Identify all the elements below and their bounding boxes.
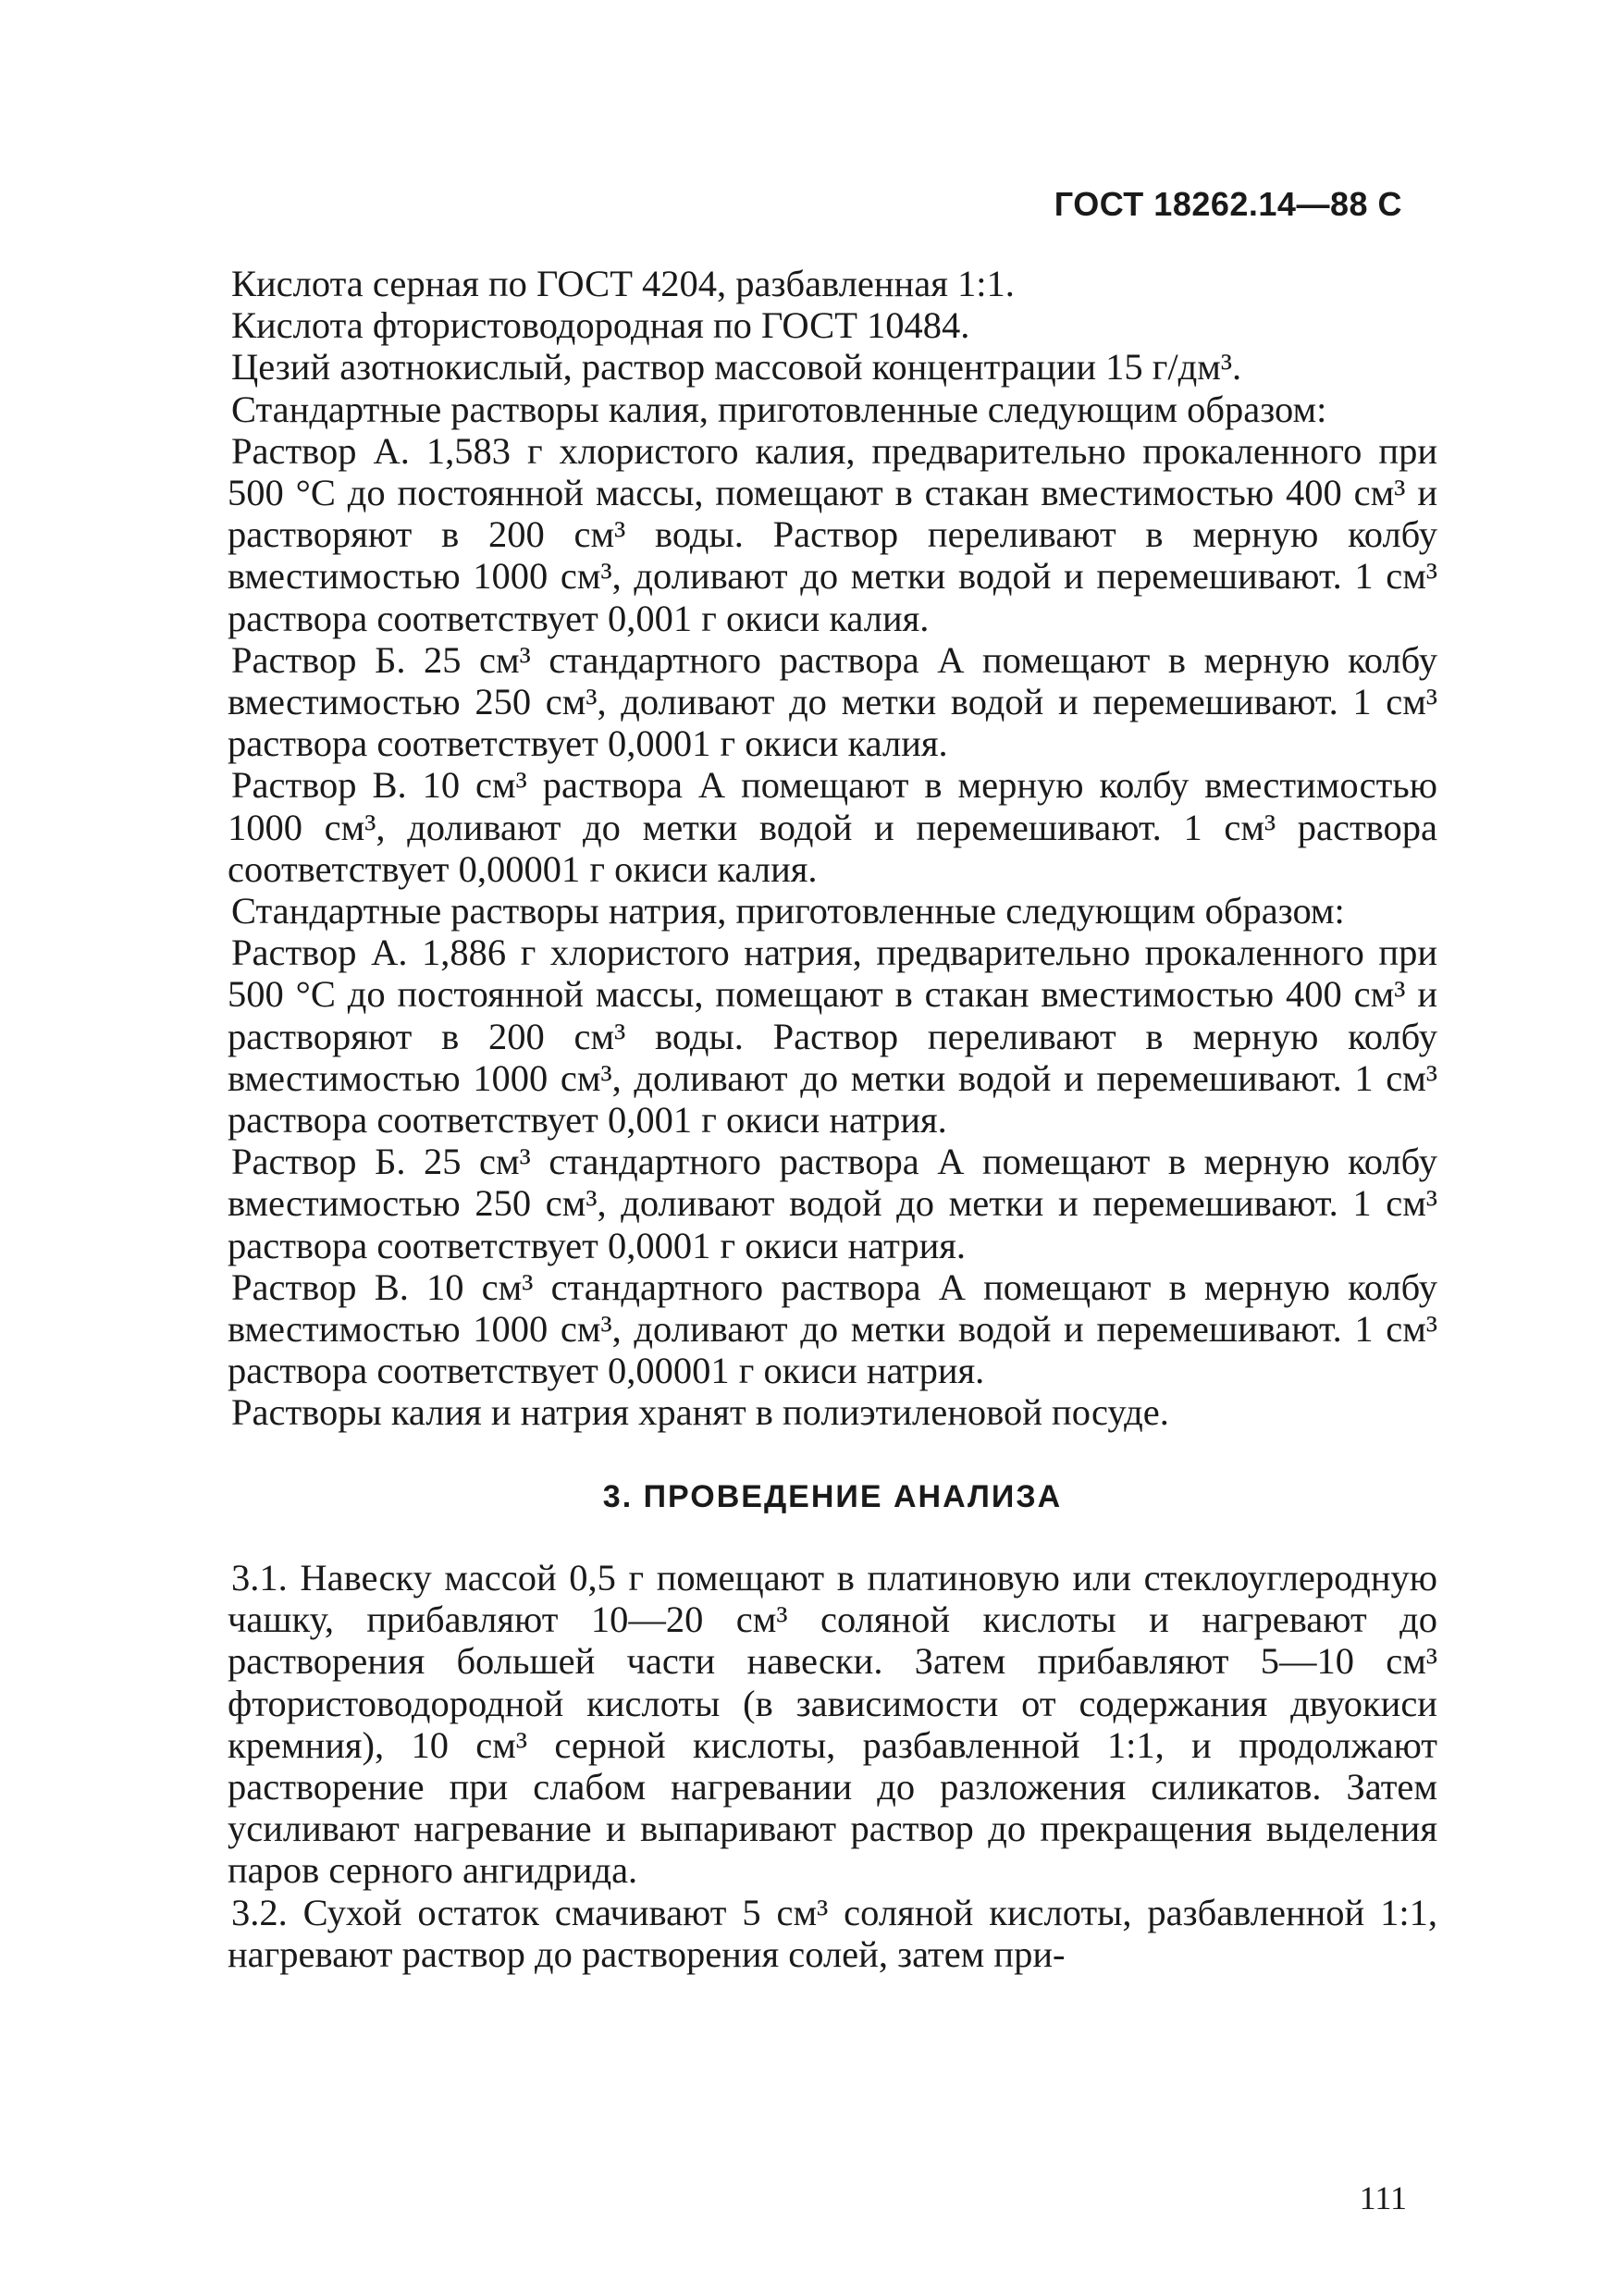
paragraph: 3.2. Сухой остаток смачивают 5 см³ соляной кислоты, разбавленной 1:1, нагревают раствор до растворения солей, затем при- [228,1891,1437,1975]
paragraph: Кислота фтористоводородная по ГОСТ 10484. [231,304,970,347]
paragraph: Раствор А. 1,583 г хлористого калия, предварительно прокаленного при 500 °С до постоянной массы, помещают в стакан вместимостью 400 см³ и растворяют в 200 см³ воды. Раствор переливают в мерную колбу вместимостью 1000 см³, доливают до метки водой и перемешивают. 1 см³ раствора соответствует 0,001 г окиси калия. [228,429,1437,639]
paragraph: Цезий азотнокислый, раствор массовой концентрации 15 г/дм³. [231,346,1242,389]
paragraph: Раствор Б. 25 см³ стандартного раствора А помещают в мерную колбу вместимостью 250 см³, доливают водой до метки и перемешивают. 1 см³ раствора соответствует 0,0001 г окиси натрия. [228,1141,1437,1266]
paragraph: Кислота серная по ГОСТ 4204, разбавленная 1:1. [231,263,1015,304]
paragraph: Раствор Б. 25 см³ стандартного раствора А помещают в мерную колбу вместимостью 250 см³, доливают до метки водой и перемешивают. 1 см³ раствора соответствует 0,0001 г окиси калия. [228,638,1437,765]
section-heading: 3. ПРОВЕДЕНИЕ АНАЛИЗА [602,1478,1063,1514]
standard-code-header: ГОСТ 18262.14—88 С [1054,185,1402,223]
page-number: 111 [1359,2179,1407,2216]
paragraph: Стандартные растворы калия, приготовленные следующим образом: [231,388,1327,430]
document-body [228,263,1437,1975]
paragraph: Раствор В. 10 см³ стандартного раствора А помещают в мерную колбу вместимостью 1000 см³, доливают до метки водой и перемешивают. 1 см³ раствора соответствует 0,00001 г окиси натрия. [228,1265,1437,1392]
paragraph: Раствор А. 1,886 г хлористого натрия, предварительно прокаленного при 500 °С до постоянной массы, помещают в стакан вместимостью 400 см³ и растворяют в 200 см³ воды. Раствор переливают в мерную колбу вместимостью 1000 см³, доливают до метки водой и перемешивают. 1 см³ раствора соответствует 0,001 г окиси натрия. [228,932,1437,1142]
paragraph: 3.1. Навеску массой 0,5 г помещают в платиновую или стеклоуглеродную чашку, прибавляют 10—20 см³ соляной кислоты и нагревают до растворения большей части навески. Затем прибавляют 5—10 см³ фтористоводородной кислоты (в зависимости от содержания двуокиси кремния), 10 см³ серной кислоты, разбавленной 1:1, и продолжают растворение при слабом нагревании до разложения силикатов. Затем усиливают нагревание и выпаривают раствор до прекращения выделения паров серного ангидрида. [228,1556,1437,1892]
paragraph: Раствор В. 10 см³ раствора А помещают в мерную колбу вместимостью 1000 см³, доливают до метки водой и перемешивают. 1 см³ раствора соответствует 0,00001 г окиси калия. [228,764,1437,890]
paragraph: Растворы калия и натрия хранят в полиэтиленовой посуде. [231,1391,1169,1434]
paragraph: Стандартные растворы натрия, приготовленные следующим образом: [231,890,1345,932]
